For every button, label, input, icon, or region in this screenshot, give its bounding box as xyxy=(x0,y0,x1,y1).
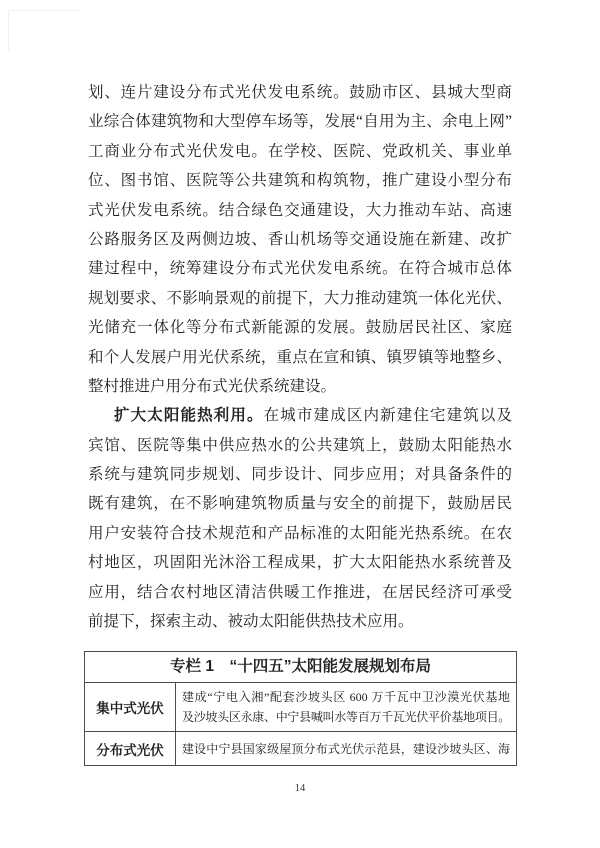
text-line: 用户安装符合技术规范和产品标准的太阳能光热系统。在农 xyxy=(88,524,512,542)
text-line: 应用，结合农村地区清洁供暖工作推进，在居民经济可承受 xyxy=(88,583,512,601)
table-row xyxy=(85,683,516,732)
text-line: 系统与建筑同步规划、同步设计、同步应用；对具备条件的 xyxy=(88,466,512,484)
table-row-content xyxy=(176,732,516,765)
table-row-label: 分布式光伏 xyxy=(85,732,176,765)
text-line: 宾馆、医院等集中供应热水的公共建筑上，鼓励太阳能热水 xyxy=(88,436,512,454)
paragraph-distributed-pv xyxy=(88,78,512,401)
table-cell-line: 及沙坡头区永康、中宁县喊叫水等百万千瓦光伏平价基地项目。 xyxy=(182,710,510,724)
text-line: 业综合体建筑物和大型停车场等，发展“自用为主、余电上网” xyxy=(88,113,512,131)
text-line xyxy=(88,401,512,430)
text-line: 村地区，巩固阳光沐浴工程成果，扩大太阳能热水系统普及 xyxy=(88,554,512,572)
table-row-content xyxy=(176,683,516,731)
feature-box-table xyxy=(84,651,517,766)
text-line: 工商业分布式光伏发电。在学校、医院、党政机关、事业单 xyxy=(88,142,512,160)
table-title: 专栏 1 “十四五”太阳能发展规划布局 xyxy=(85,652,516,683)
text-line: 式光伏发电系统。结合绿色交通建设，大力推动车站、高速 xyxy=(88,201,512,219)
table-row-label: 集中式光伏 xyxy=(85,683,176,731)
text-line: 和个人发展户用光伏系统，重点在宣和镇、镇罗镇等地整乡、 xyxy=(88,348,512,366)
page-edge-artifact xyxy=(8,10,79,51)
body-text xyxy=(88,78,512,636)
paragraph-solar-thermal xyxy=(88,401,512,636)
text-line: 既有建筑，在不影响建筑物质量与安全的前提下，鼓励居民 xyxy=(88,495,512,513)
text-line: 前提下，探索主动、被动太阳能供热技术应用。 xyxy=(88,613,414,631)
text-line: 位、图书馆、医院等公共建筑和构筑物，推广建设小型分布 xyxy=(88,172,512,190)
paragraph-lead-bold: 扩大太阳能热利用。 xyxy=(114,407,264,425)
table-row xyxy=(85,732,516,765)
text-line: 划、连片建设分布式光伏发电系统。鼓励市区、县城大型商 xyxy=(88,84,512,101)
table-cell-line: 建设中宁县国家级屋顶分布式光伏示范县，建设沙坡头区、海 xyxy=(182,741,510,756)
paragraph-lead-rest: 在城市建成区内新建住宅建筑以及 xyxy=(263,407,512,425)
text-line: 公路服务区及两侧边坡、香山机场等交通设施在新建、改扩 xyxy=(88,230,512,248)
page-number: 14 xyxy=(294,783,306,794)
table-cell-line: 建成“宁电入湘”配套沙坡头区 600 万千瓦中卫沙漠光伏基地 xyxy=(182,690,510,704)
text-line: 建过程中，统筹建设分布式光伏发电系统。在符合城市总体 xyxy=(88,260,512,278)
text-line: 规划要求、不影响景观的前提下，大力推动建筑一体化光伏、 xyxy=(88,289,512,307)
text-line: 整村推进户用分布式光伏系统建设。 xyxy=(88,377,337,395)
text-line: 光储充一体化等分布式新能源的发展。鼓励居民社区、家庭 xyxy=(88,319,512,337)
